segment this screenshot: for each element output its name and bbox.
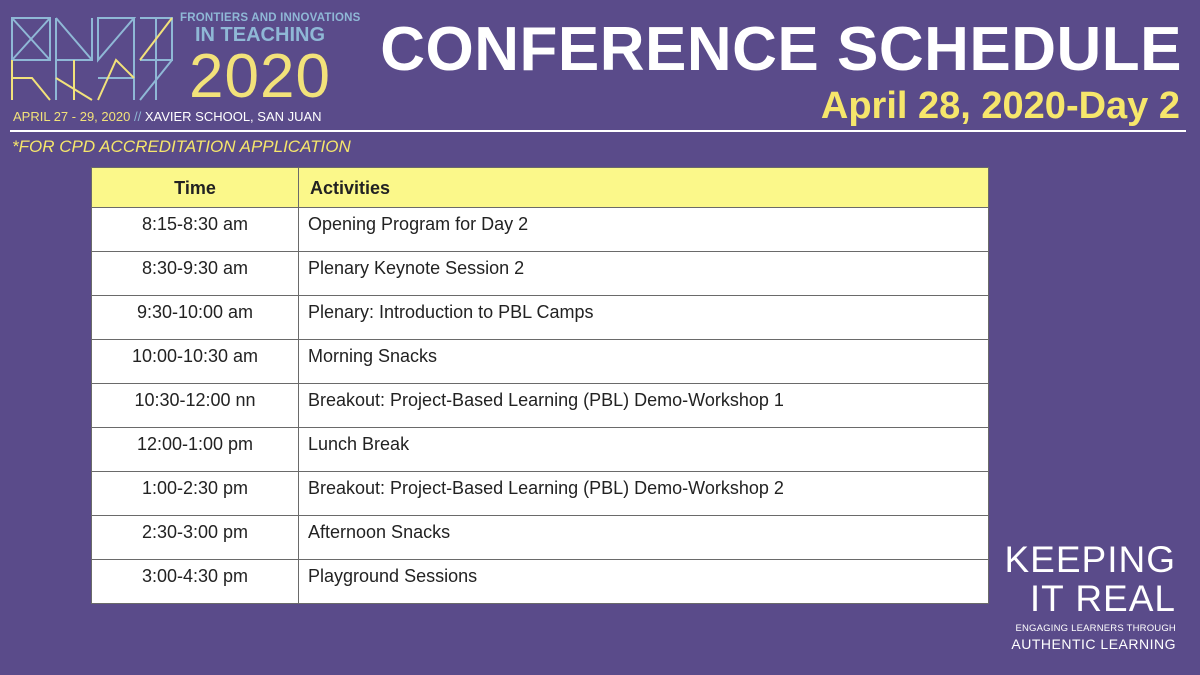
row-activity: Breakout: Project-Based Learning (PBL) Demo-Workshop 2 — [299, 472, 989, 516]
row-time: 10:30-12:00 nn — [92, 384, 299, 428]
row-activity: Plenary Keynote Session 2 — [299, 252, 989, 296]
brand-line-3: ENGAGING LEARNERS THROUGH — [1015, 623, 1176, 634]
row-time: 10:00-10:30 am — [92, 340, 299, 384]
divider — [10, 130, 1186, 132]
keeping-it-real-brand — [1005, 540, 1177, 652]
table-row — [92, 560, 989, 604]
row-activity: Breakout: Project-Based Learning (PBL) Demo-Workshop 1 — [299, 384, 989, 428]
row-time: 12:00-1:00 pm — [92, 428, 299, 472]
cpd-note: *FOR CPD ACCREDITATION APPLICATION — [12, 137, 351, 156]
table-row — [92, 252, 989, 296]
row-activity: Lunch Break — [299, 428, 989, 472]
page-subtitle: April 28, 2020-Day 2 — [820, 85, 1180, 127]
logo-year: 2020 — [189, 42, 331, 111]
page-title: CONFERENCE SCHEDULE — [380, 15, 1182, 84]
brand-line-2: IT REAL — [1029, 578, 1176, 619]
column-header-time: Time — [92, 168, 299, 208]
table-header-row — [92, 168, 989, 208]
table-row — [92, 428, 989, 472]
row-time: 3:00-4:30 pm — [92, 560, 299, 604]
table-row — [92, 472, 989, 516]
row-activity: Playground Sessions — [299, 560, 989, 604]
table-row — [92, 516, 989, 560]
logo-tagline: FRONTIERS AND INNOVATIONS — [180, 12, 361, 24]
event-date-venue — [13, 109, 322, 124]
row-time: 8:15-8:30 am — [92, 208, 299, 252]
schedule-table — [91, 167, 989, 604]
table-row — [92, 208, 989, 252]
frontiers-logo-icon — [10, 14, 174, 104]
brand-line-4: AUTHENTIC LEARNING — [1011, 636, 1176, 652]
row-activity: Plenary: Introduction to PBL Camps — [299, 296, 989, 340]
table-row — [92, 296, 989, 340]
row-time: 1:00-2:30 pm — [92, 472, 299, 516]
row-activity: Morning Snacks — [299, 340, 989, 384]
logo-wordmark — [180, 12, 361, 111]
column-header-activities: Activities — [299, 168, 989, 208]
row-activity: Afternoon Snacks — [299, 516, 989, 560]
separator: // — [133, 109, 142, 124]
event-venue: XAVIER SCHOOL, SAN JUAN — [144, 109, 322, 124]
table-row — [92, 340, 989, 384]
row-time: 8:30-9:30 am — [92, 252, 299, 296]
logo-title: IN TEACHING — [195, 24, 325, 46]
row-time: 2:30-3:00 pm — [92, 516, 299, 560]
row-activity: Opening Program for Day 2 — [299, 208, 989, 252]
row-time: 9:30-10:00 am — [92, 296, 299, 340]
brand-line-1: KEEPING — [1004, 539, 1176, 580]
table-row — [92, 384, 989, 428]
event-dates: APRIL 27 - 29, 2020 — [13, 109, 131, 124]
